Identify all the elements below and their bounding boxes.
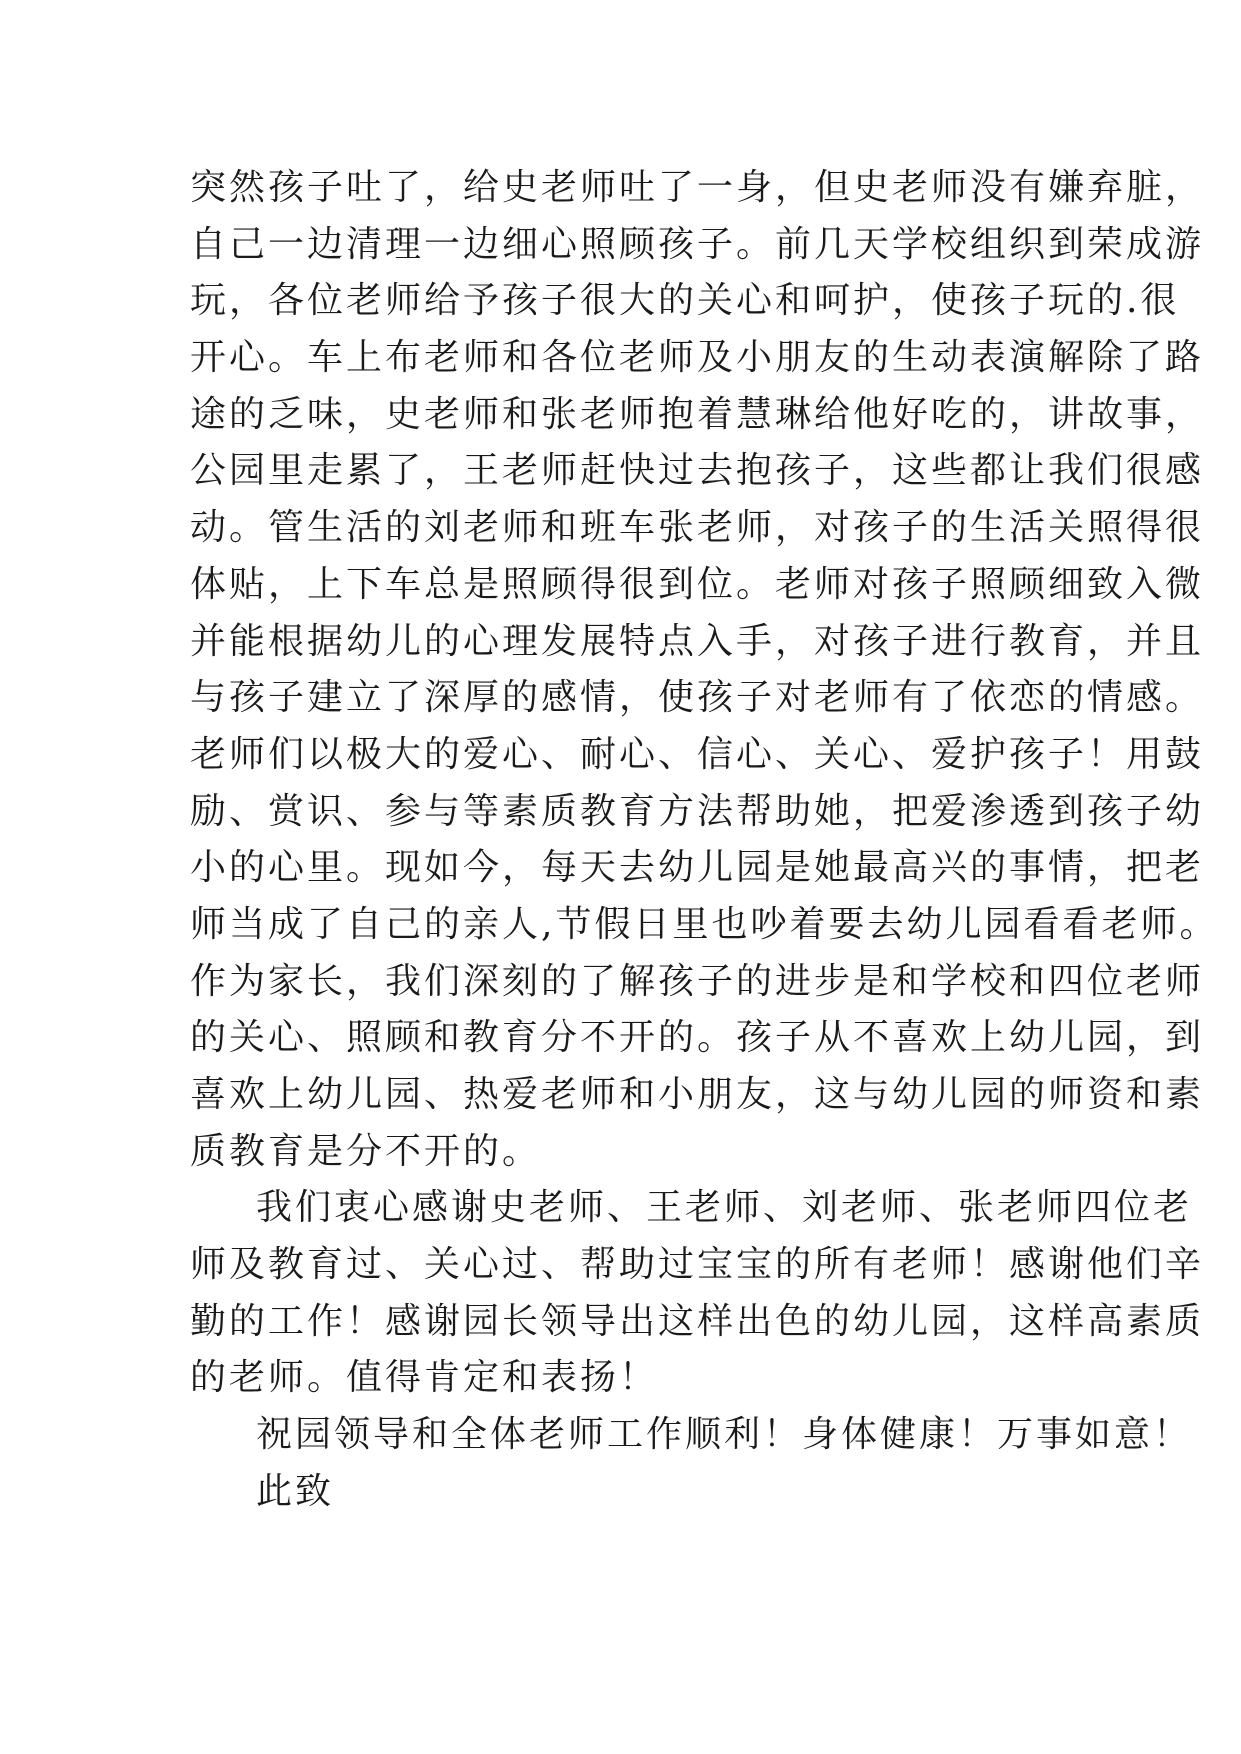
letter-body (190, 160, 1219, 1521)
text-line: 开心。车上布老师和各位老师及小朋友的生动表演解除了路 (190, 337, 1205, 379)
text-line: 质教育是分不开的。 (190, 1130, 542, 1172)
text-line: 作为家长，我们深刻的了解孩子的进步是和学校和四位老师 (190, 960, 1205, 1002)
text-line: 的关心、照顾和教育分不开的。孩子从不喜欢上幼儿园，到 (190, 1017, 1205, 1059)
text-line: 的老师。值得肯定和表扬！ (190, 1357, 659, 1399)
text-line: 勤的工作！感谢园长领导出这样出色的幼儿园，这样高素质 (190, 1300, 1205, 1342)
text-line: 动。管生活的刘老师和班车张老师，对孩子的生活关照得很 (190, 507, 1205, 549)
text-line: 体贴，上下车总是照顾得很到位。老师对孩子照顾细致入微 (190, 563, 1205, 605)
text-line: 小的心里。现如今，每天去幼儿园是她最高兴的事情，把老 (190, 847, 1205, 889)
text-line: 自己一边清理一边细心照顾孩子。前几天学校组织到荣成游 (190, 223, 1205, 265)
text-line: 我们衷心感谢史老师、王老师、刘老师、张老师四位老 (256, 1187, 1193, 1229)
text-line: 此致 (256, 1470, 335, 1512)
text-line: 玩，各位老师给予孩子很大的关心和呵护，使孩子玩的.很 (190, 280, 1180, 322)
text-line: 与孩子建立了深厚的感情，使孩子对老师有了依恋的情感。 (190, 677, 1205, 719)
text-line: 突然孩子吐了，给史老师吐了一身，但史老师没有嫌弃脏， (190, 167, 1205, 208)
text-line: 励、赏识、参与等素质教育方法帮助她，把爱渗透到孩子幼 (190, 790, 1205, 832)
text-line: 老师们以极大的爱心、耐心、信心、关心、爱护孩子！用鼓 (190, 733, 1205, 775)
text-line: 师及教育过、关心过、帮助过宝宝的所有老师！感谢他们辛 (190, 1244, 1205, 1286)
text-line: 途的乏味，史老师和张老师抱着慧琳给他好吃的，讲故事， (190, 393, 1205, 435)
text-line: 公园里走累了，王老师赶快过去抱孩子，这些都让我们很感 (190, 450, 1205, 492)
text-line: 喜欢上幼儿园、热爱老师和小朋友，这与幼儿园的师资和素 (190, 1074, 1205, 1115)
text-line: 祝园领导和全体老师工作顺利！身体健康！万事如意！ (256, 1414, 1193, 1456)
text-line: 并能根据幼儿的心理发展特点入手，对孩子进行教育，并且 (190, 620, 1205, 662)
text-line: 师当成了自己的亲人,节假日里也吵着要去幼儿园看看老师。 (190, 903, 1219, 945)
